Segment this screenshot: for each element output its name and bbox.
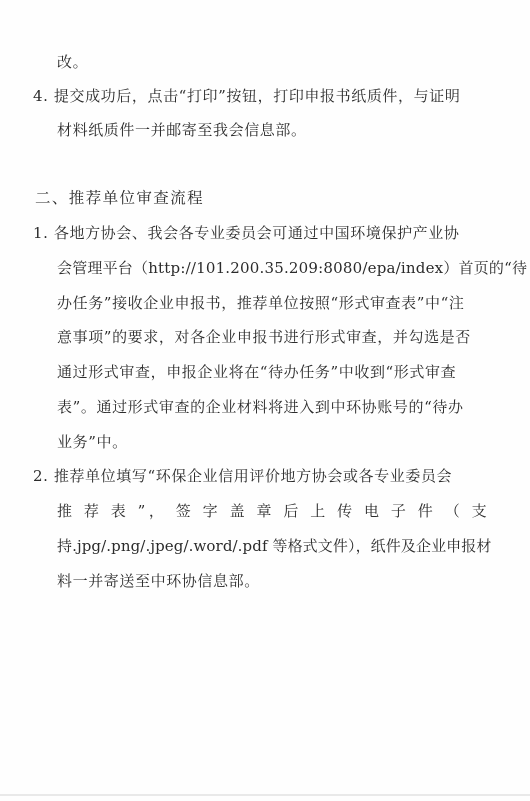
list-item-1-line: 1. 各地方协会、我会各专业委员会可通过中国环境保护产业协 bbox=[33, 224, 460, 242]
list-item-1-line: 会管理平台（http://101.200.35.209:8080/epa/index）首页的“待 bbox=[57, 259, 528, 277]
list-item-1-line: 表”。通过形式审查的企业材料将进入到中环协账号的“待办 bbox=[57, 398, 464, 416]
list-item-2-line: 料一并寄送至中环协信息部。 bbox=[57, 572, 260, 590]
list-item-1-line: 办任务”接收企业申报书，推荐单位按照“形式审查表”中“注 bbox=[57, 294, 465, 312]
list-item-2-line: 持.jpg/.png/.jpeg/.word/.pdf 等格式文件），纸件及企业申报材 bbox=[57, 537, 492, 555]
list-item-2-line: 2. 推荐单位填写“环保企业信用评价地方协会或各专业委员会 bbox=[33, 467, 453, 485]
text-line: 改。 bbox=[57, 53, 89, 71]
list-item-1-line: 意事项”的要求，对各企业申报书进行形式审查，并勾选是否 bbox=[57, 328, 471, 346]
list-item-4-line-2: 材料纸质件一并邮寄至我会信息部。 bbox=[57, 121, 307, 139]
section-heading: 二、推荐单位审查流程 bbox=[35, 189, 205, 207]
list-item-1-line: 业务”中。 bbox=[57, 433, 128, 451]
list-item-4-line-1: 4. 提交成功后，点击“打印”按钮，打印申报书纸质件，与证明 bbox=[33, 87, 461, 105]
page-edge bbox=[0, 794, 530, 796]
list-item-1-line: 通过形式审查，申报企业将在“待办任务”中收到“形式审查 bbox=[57, 363, 457, 381]
list-item-2-line: 推 荐 表 ”， 签 字 盖 章 后 上 传 电 子 件 （ 支 bbox=[57, 502, 487, 520]
